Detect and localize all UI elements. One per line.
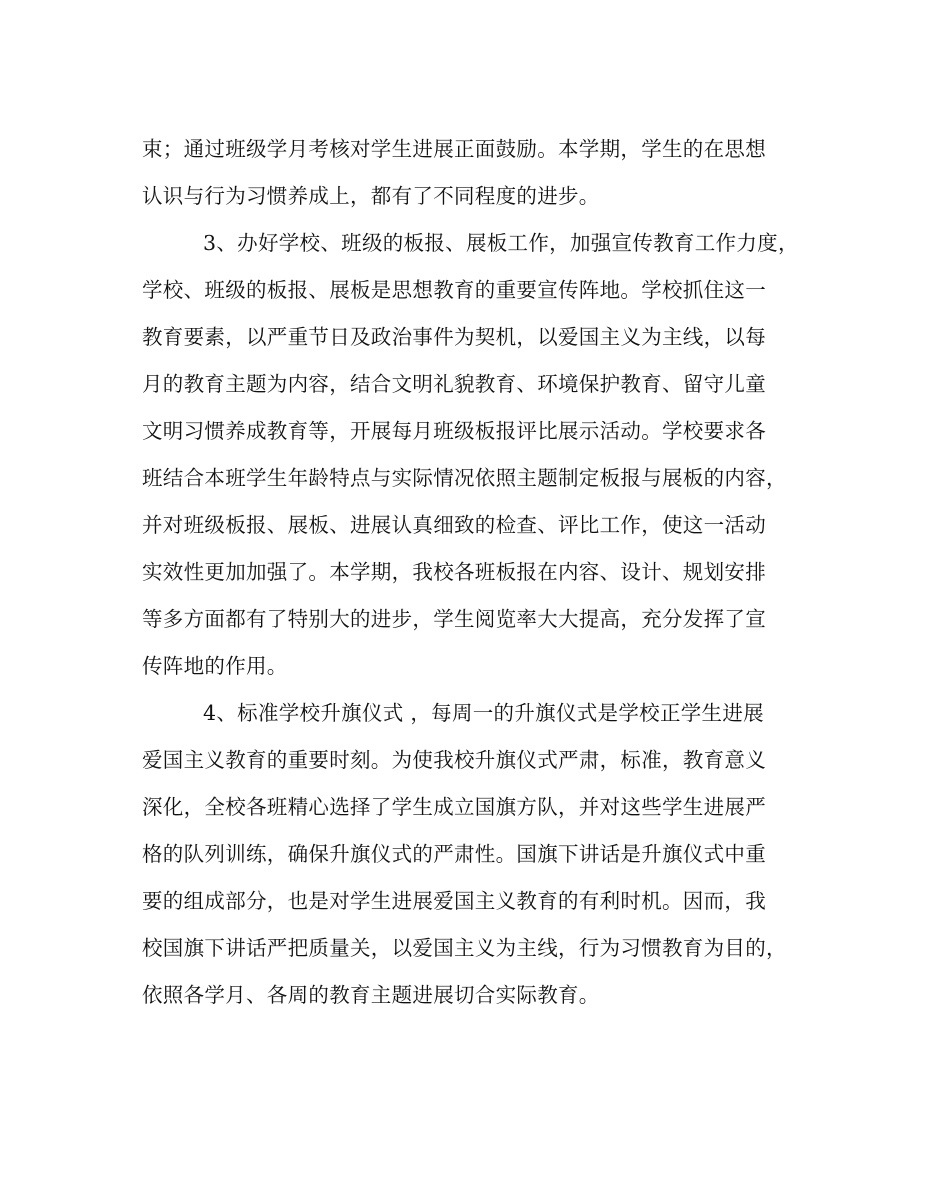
text-line: 学校、班级的板报、展板是思想教育的重要宣传阵地。学校抓住这一: [142, 278, 766, 302]
text-line: 月的教育主题为内容，结合文明礼貌教育、环境保护教育、留守儿童: [142, 372, 766, 396]
text-line: 依照各学月、各周的教育主题进展切合实际教育。: [142, 983, 600, 1007]
text-line: 等多方面都有了特别大的进步，学生阅览率大大提高，充分发挥了宣: [142, 607, 766, 631]
text-line: 班结合本班学生年龄特点与实际情况依照主题制定板报与展板的内容，: [142, 466, 787, 490]
text-line: 实效性更加加强了。本学期，我校各班板报在内容、设计、规划安排: [142, 560, 766, 584]
text-line-heading-3: 3、办好学校、班级的板报、展板工作，加强宣传教育工作力度，: [203, 231, 799, 255]
text-line: 教育要素，以严重节日及政治事件为契机，以爱国主义为主线，以每: [142, 325, 766, 349]
text-line: 深化，全校各班精心选择了学生成立国旗方队，并对这些学生进展严: [142, 795, 766, 819]
text-line: 校国旗下讲话严把质量关，以爱国主义为主线，行为习惯教育为目的，: [142, 936, 787, 960]
text-line-heading-4: 4、标准学校升旗仪式 ，每周一的升旗仪式是学校正学生进展: [203, 701, 764, 725]
text-line: 传阵地的作用。: [142, 654, 288, 678]
text-line: 格的队列训练，确保升旗仪式的严肃性。国旗下讲话是升旗仪式中重: [142, 842, 766, 866]
text-line: 文明习惯养成教育等，开展每月班级板报评比展示活动。学校要求各: [142, 419, 766, 443]
text-line: 要的组成部分，也是对学生进展爱国主义教育的有利时机。因而，我: [142, 889, 766, 913]
text-line: 束；通过班级学月考核对学生进展正面鼓励。本学期，学生的在思想: [142, 137, 766, 161]
text-line: 爱国主义教育的重要时刻。为使我校升旗仪式严肃，标准，教育意义: [142, 748, 766, 772]
text-line: 并对班级板报、展板、进展认真细致的检查、评比工作，使这一活动: [142, 513, 766, 537]
text-line: 认识与行为习惯养成上，都有了不同程度的进步。: [142, 184, 600, 208]
